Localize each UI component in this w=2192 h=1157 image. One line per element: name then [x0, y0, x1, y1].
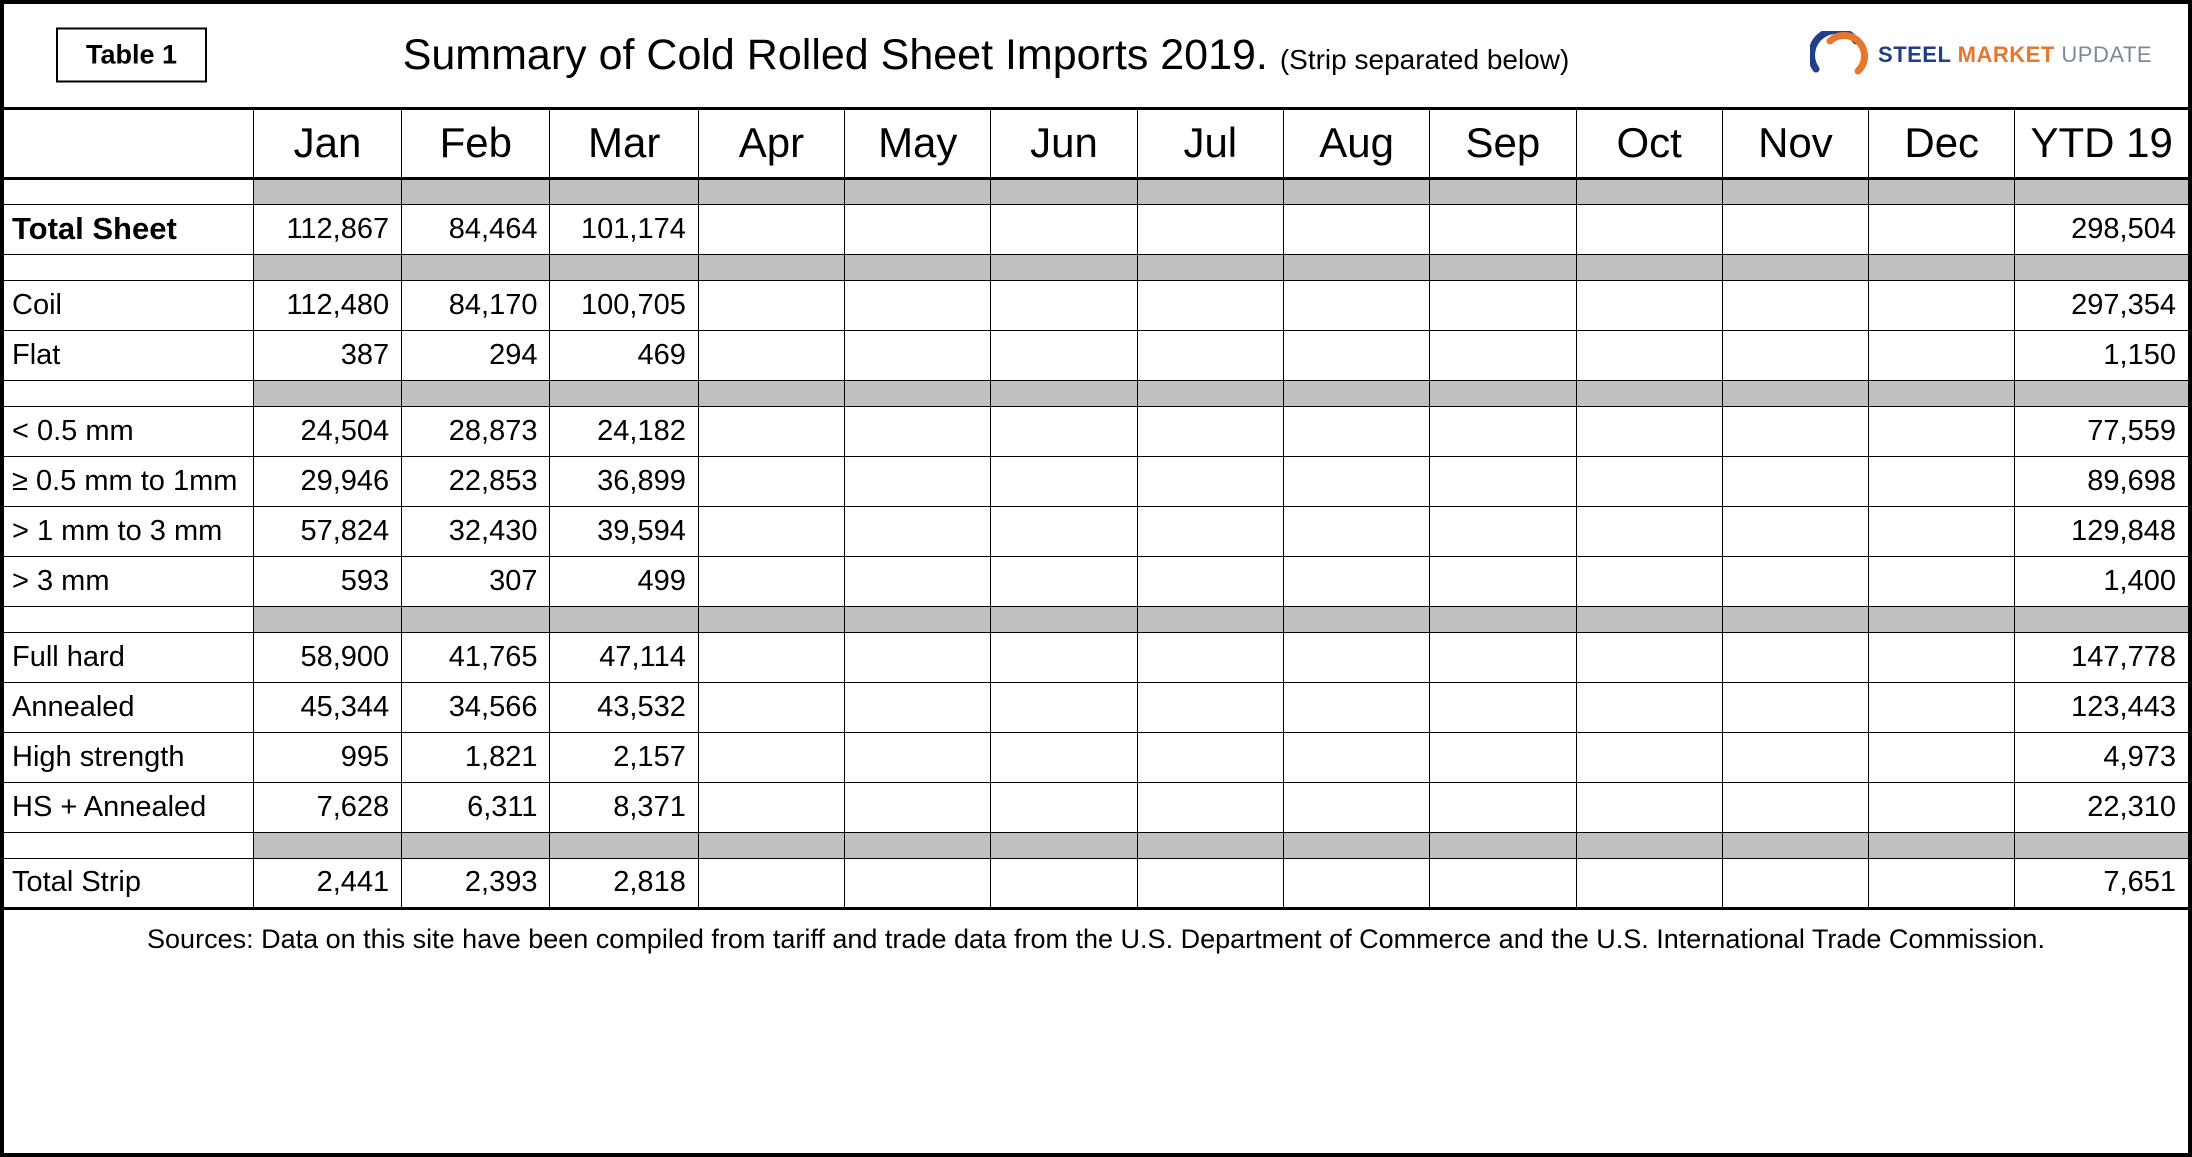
cell-oct: [1576, 682, 1722, 732]
spacer-cell: [550, 254, 698, 280]
cell-jun: [991, 632, 1137, 682]
cell-nov: [1722, 632, 1868, 682]
cell-jul: [1137, 732, 1283, 782]
cell-dec: [1869, 506, 2015, 556]
cell-dec: [1869, 406, 2015, 456]
cell-jan: 45,344: [253, 682, 401, 732]
column-header-ytd-19: YTD 19: [2015, 108, 2188, 178]
spacer-cell: [845, 178, 991, 204]
cell-may: [845, 506, 991, 556]
cell-jun: [991, 506, 1137, 556]
table-row: [4, 456, 2188, 506]
cell-dec: [1869, 732, 2015, 782]
main-table: [4, 4, 2188, 1000]
cell-nov: [1722, 456, 1868, 506]
spacer-cell: [1869, 380, 2015, 406]
row-label: Coil: [4, 280, 253, 330]
cell-feb: 22,853: [402, 456, 550, 506]
cell-sep: [1430, 556, 1576, 606]
spacer-cell: [1722, 832, 1868, 858]
sources-row: [4, 908, 2188, 1000]
spacer-cell: [698, 178, 844, 204]
cell-sep: [1430, 632, 1576, 682]
cell-sep: [1430, 204, 1576, 254]
spacer-cell: [1869, 832, 2015, 858]
column-header-mar: Mar: [550, 108, 698, 178]
cell-apr: [698, 280, 844, 330]
cell-apr: [698, 506, 844, 556]
cell-nov: [1722, 330, 1868, 380]
spacer-cell: [1137, 606, 1283, 632]
row-label: > 1 mm to 3 mm: [4, 506, 253, 556]
cell-jan: 57,824: [253, 506, 401, 556]
column-header-nov: Nov: [1722, 108, 1868, 178]
cell-apr: [698, 732, 844, 782]
column-header-feb: Feb: [402, 108, 550, 178]
row-label: Flat: [4, 330, 253, 380]
cell-ytd: 1,150: [2015, 330, 2188, 380]
page-title-main: Summary of Cold Rolled Sheet Imports 2019.: [402, 30, 1268, 79]
column-header-blank: [4, 108, 253, 178]
column-header-may: May: [845, 108, 991, 178]
cell-oct: [1576, 782, 1722, 832]
cell-jan: 593: [253, 556, 401, 606]
spacer-cell: [4, 606, 253, 632]
spacer-cell: [550, 832, 698, 858]
cell-mar: 39,594: [550, 506, 698, 556]
table-body: [4, 4, 2188, 1000]
spacer-cell: [2015, 606, 2188, 632]
cell-jan: 29,946: [253, 456, 401, 506]
cell-sep: [1430, 682, 1576, 732]
cell-feb: 41,765: [402, 632, 550, 682]
cell-ytd: 129,848: [2015, 506, 2188, 556]
cell-dec: [1869, 330, 2015, 380]
column-header-dec: Dec: [1869, 108, 2015, 178]
spacer-cell: [550, 380, 698, 406]
cell-oct: [1576, 632, 1722, 682]
cell-ytd: 22,310: [2015, 782, 2188, 832]
cell-apr: [698, 632, 844, 682]
cell-oct: [1576, 204, 1722, 254]
table-number-badge: [56, 28, 207, 83]
cell-mar: 100,705: [550, 280, 698, 330]
cell-nov: [1722, 732, 1868, 782]
cell-aug: [1283, 406, 1429, 456]
cell-feb: 6,311: [402, 782, 550, 832]
steel-market-update-logo: [1810, 31, 2152, 79]
column-header-oct: Oct: [1576, 108, 1722, 178]
cell-may: [845, 204, 991, 254]
cell-oct: [1576, 506, 1722, 556]
cell-feb: 28,873: [402, 406, 550, 456]
spacer-cell: [698, 254, 844, 280]
cell-jul: [1137, 456, 1283, 506]
spacer-cell: [1137, 832, 1283, 858]
cell-nov: [1722, 280, 1868, 330]
column-header-sep: Sep: [1430, 108, 1576, 178]
spacer-cell: [1430, 380, 1576, 406]
cell-aug: [1283, 456, 1429, 506]
cell-feb: 2,393: [402, 858, 550, 908]
cell-apr: [698, 330, 844, 380]
cell-dec: [1869, 632, 2015, 682]
cell-ytd: 77,559: [2015, 406, 2188, 456]
cell-nov: [1722, 782, 1868, 832]
spacer-cell: [1576, 606, 1722, 632]
cell-aug: [1283, 782, 1429, 832]
cell-aug: [1283, 556, 1429, 606]
spacer-cell: [1283, 832, 1429, 858]
cell-mar: 24,182: [550, 406, 698, 456]
table-row: [4, 204, 2188, 254]
column-header-apr: Apr: [698, 108, 844, 178]
spacer-cell: [1576, 832, 1722, 858]
spacer-cell: [1137, 254, 1283, 280]
spacer-cell: [698, 380, 844, 406]
cell-sep: [1430, 456, 1576, 506]
table-row: [4, 406, 2188, 456]
cell-jun: [991, 782, 1137, 832]
spacer-cell: [1576, 178, 1722, 204]
cell-apr: [698, 204, 844, 254]
cell-feb: 307: [402, 556, 550, 606]
column-header-aug: Aug: [1283, 108, 1429, 178]
logo-swoosh-icon: [1810, 31, 1868, 79]
cell-may: [845, 556, 991, 606]
cell-apr: [698, 682, 844, 732]
cell-ytd: 147,778: [2015, 632, 2188, 682]
row-label: HS + Annealed: [4, 782, 253, 832]
cell-oct: [1576, 330, 1722, 380]
cell-feb: 1,821: [402, 732, 550, 782]
cell-oct: [1576, 456, 1722, 506]
cell-jun: [991, 204, 1137, 254]
cell-dec: [1869, 682, 2015, 732]
row-label: Full hard: [4, 632, 253, 682]
cell-mar: 101,174: [550, 204, 698, 254]
spacer-cell: [550, 606, 698, 632]
spacer-row: [4, 380, 2188, 406]
cell-apr: [698, 782, 844, 832]
spacer-cell: [1722, 178, 1868, 204]
table-row: [4, 732, 2188, 782]
cell-dec: [1869, 858, 2015, 908]
cell-ytd: 298,504: [2015, 204, 2188, 254]
spacer-cell: [2015, 380, 2188, 406]
spacer-cell: [1430, 832, 1576, 858]
cell-aug: [1283, 506, 1429, 556]
column-header-row: [4, 108, 2188, 178]
cell-jun: [991, 456, 1137, 506]
spacer-cell: [402, 832, 550, 858]
cell-mar: 499: [550, 556, 698, 606]
spacer-cell: [402, 178, 550, 204]
cell-dec: [1869, 456, 2015, 506]
cell-oct: [1576, 406, 1722, 456]
spacer-cell: [4, 380, 253, 406]
cell-aug: [1283, 330, 1429, 380]
cell-jun: [991, 406, 1137, 456]
cell-ytd: 4,973: [2015, 732, 2188, 782]
spacer-cell: [991, 606, 1137, 632]
cell-jun: [991, 330, 1137, 380]
cell-apr: [698, 456, 844, 506]
cell-jan: 995: [253, 732, 401, 782]
cell-feb: 84,170: [402, 280, 550, 330]
cell-may: [845, 858, 991, 908]
cell-ytd: 89,698: [2015, 456, 2188, 506]
spacer-cell: [698, 832, 844, 858]
table-row: [4, 782, 2188, 832]
spacer-cell: [698, 606, 844, 632]
spacer-cell: [2015, 254, 2188, 280]
table-row: [4, 280, 2188, 330]
spacer-cell: [991, 832, 1137, 858]
cell-aug: [1283, 632, 1429, 682]
cell-jul: [1137, 330, 1283, 380]
cell-jul: [1137, 632, 1283, 682]
spacer-cell: [1283, 606, 1429, 632]
table-number-label: Table 1: [86, 39, 178, 70]
header-row: [4, 4, 2188, 108]
spacer-cell: [550, 178, 698, 204]
cell-aug: [1283, 682, 1429, 732]
cell-nov: [1722, 556, 1868, 606]
cell-nov: [1722, 858, 1868, 908]
spacer-cell: [1576, 254, 1722, 280]
table-row: [4, 330, 2188, 380]
cell-oct: [1576, 732, 1722, 782]
cell-nov: [1722, 204, 1868, 254]
spacer-cell: [2015, 832, 2188, 858]
spacer-cell: [845, 380, 991, 406]
cell-jul: [1137, 280, 1283, 330]
spacer-cell: [845, 832, 991, 858]
cell-mar: 43,532: [550, 682, 698, 732]
spacer-row: [4, 606, 2188, 632]
spacer-cell: [402, 380, 550, 406]
cell-jun: [991, 280, 1137, 330]
column-header-jul: Jul: [1137, 108, 1283, 178]
row-label: Total Sheet: [4, 204, 253, 254]
cell-jun: [991, 732, 1137, 782]
spacer-cell: [253, 254, 401, 280]
cell-mar: 36,899: [550, 456, 698, 506]
spacer-cell: [991, 178, 1137, 204]
cell-sep: [1430, 732, 1576, 782]
cell-ytd: 1,400: [2015, 556, 2188, 606]
cell-feb: 32,430: [402, 506, 550, 556]
cell-ytd: 297,354: [2015, 280, 2188, 330]
row-label: ≥ 0.5 mm to 1mm: [4, 456, 253, 506]
cell-may: [845, 682, 991, 732]
cell-jul: [1137, 406, 1283, 456]
table-row: [4, 632, 2188, 682]
logo-word-steel: STEEL: [1878, 42, 1952, 68]
spacer-cell: [1869, 254, 2015, 280]
spacer-row: [4, 254, 2188, 280]
cell-dec: [1869, 280, 2015, 330]
spacer-cell: [1869, 606, 2015, 632]
spacer-cell: [1283, 254, 1429, 280]
spacer-cell: [1137, 380, 1283, 406]
cell-may: [845, 732, 991, 782]
cell-feb: 294: [402, 330, 550, 380]
spacer-cell: [2015, 178, 2188, 204]
spacer-cell: [253, 832, 401, 858]
spacer-cell: [402, 606, 550, 632]
cell-may: [845, 632, 991, 682]
cell-jan: 2,441: [253, 858, 401, 908]
spacer-cell: [1283, 380, 1429, 406]
cell-jun: [991, 682, 1137, 732]
cell-dec: [1869, 782, 2015, 832]
spacer-cell: [1869, 178, 2015, 204]
column-header-jun: Jun: [991, 108, 1137, 178]
cell-may: [845, 456, 991, 506]
sources-text: Sources: Data on this site have been compiled from tariff and trade data from the U.S. Department of Commerce and the U.S. International Trade Commission.: [4, 908, 2188, 1000]
cell-jul: [1137, 858, 1283, 908]
logo-word-market: MARKET: [1957, 42, 2055, 68]
cell-aug: [1283, 732, 1429, 782]
spacer-cell: [1722, 380, 1868, 406]
row-label: Total Strip: [4, 858, 253, 908]
spacer-cell: [4, 254, 253, 280]
page-title-subtitle: (Strip separated below): [1279, 43, 1570, 75]
spacer-cell: [253, 380, 401, 406]
cell-jul: [1137, 556, 1283, 606]
cell-jul: [1137, 204, 1283, 254]
spacer-row: [4, 178, 2188, 204]
header-cell: [4, 4, 2188, 108]
cell-dec: [1869, 556, 2015, 606]
cell-apr: [698, 858, 844, 908]
table-row: [4, 556, 2188, 606]
cell-jan: 112,867: [253, 204, 401, 254]
table-row: [4, 682, 2188, 732]
spacer-cell: [1430, 178, 1576, 204]
cell-aug: [1283, 280, 1429, 330]
cell-mar: 2,818: [550, 858, 698, 908]
spacer-cell: [845, 254, 991, 280]
cell-sep: [1430, 280, 1576, 330]
cell-jan: 112,480: [253, 280, 401, 330]
cell-jun: [991, 858, 1137, 908]
cell-sep: [1430, 858, 1576, 908]
cell-nov: [1722, 682, 1868, 732]
spacer-cell: [1137, 178, 1283, 204]
cell-jan: 7,628: [253, 782, 401, 832]
spacer-cell: [991, 254, 1137, 280]
spacer-cell: [253, 606, 401, 632]
cell-feb: 34,566: [402, 682, 550, 732]
cell-jan: 387: [253, 330, 401, 380]
cell-sep: [1430, 406, 1576, 456]
cell-aug: [1283, 204, 1429, 254]
table-row: [4, 506, 2188, 556]
cell-feb: 84,464: [402, 204, 550, 254]
row-label: < 0.5 mm: [4, 406, 253, 456]
cell-mar: 469: [550, 330, 698, 380]
cell-sep: [1430, 506, 1576, 556]
spacer-cell: [4, 178, 253, 204]
cell-may: [845, 782, 991, 832]
cell-may: [845, 280, 991, 330]
spacer-cell: [253, 178, 401, 204]
cell-aug: [1283, 858, 1429, 908]
cell-nov: [1722, 506, 1868, 556]
cell-may: [845, 330, 991, 380]
cell-apr: [698, 406, 844, 456]
cell-nov: [1722, 406, 1868, 456]
spacer-cell: [1283, 178, 1429, 204]
cell-dec: [1869, 204, 2015, 254]
cell-jun: [991, 556, 1137, 606]
cell-oct: [1576, 858, 1722, 908]
spacer-cell: [1576, 380, 1722, 406]
cell-apr: [698, 556, 844, 606]
spacer-row: [4, 832, 2188, 858]
cell-jul: [1137, 782, 1283, 832]
spacer-cell: [1430, 606, 1576, 632]
cell-oct: [1576, 280, 1722, 330]
cell-mar: 8,371: [550, 782, 698, 832]
cell-jul: [1137, 506, 1283, 556]
spacer-cell: [845, 606, 991, 632]
spacer-cell: [4, 832, 253, 858]
cell-ytd: 7,651: [2015, 858, 2188, 908]
row-label: High strength: [4, 732, 253, 782]
spacer-cell: [1722, 254, 1868, 280]
column-header-jan: Jan: [253, 108, 401, 178]
cell-jan: 24,504: [253, 406, 401, 456]
cell-mar: 2,157: [550, 732, 698, 782]
spacer-cell: [402, 254, 550, 280]
cell-oct: [1576, 556, 1722, 606]
logo-word-update: UPDATE: [2061, 42, 2152, 68]
table-row: [4, 858, 2188, 908]
cell-may: [845, 406, 991, 456]
spacer-cell: [991, 380, 1137, 406]
cell-mar: 47,114: [550, 632, 698, 682]
logo-text: [1878, 44, 2152, 66]
cell-jan: 58,900: [253, 632, 401, 682]
cell-sep: [1430, 330, 1576, 380]
cell-ytd: 123,443: [2015, 682, 2188, 732]
spacer-cell: [1430, 254, 1576, 280]
cell-sep: [1430, 782, 1576, 832]
row-label: > 3 mm: [4, 556, 253, 606]
cell-jul: [1137, 682, 1283, 732]
row-label: Annealed: [4, 682, 253, 732]
spacer-cell: [1722, 606, 1868, 632]
